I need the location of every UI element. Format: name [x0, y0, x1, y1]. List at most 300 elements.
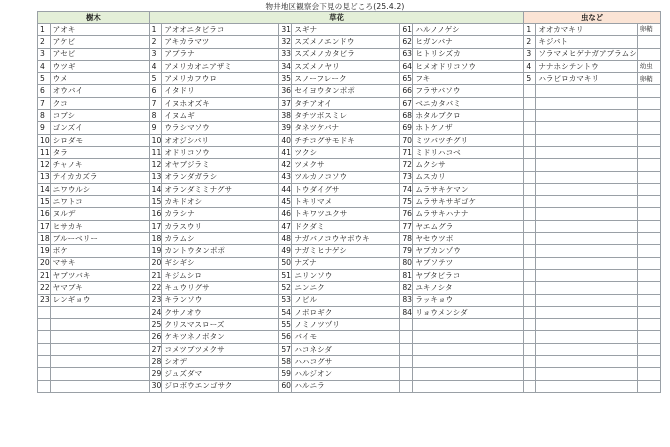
table-row: [38, 146, 661, 158]
table-row: [38, 97, 661, 109]
tree-number: 4: [38, 60, 51, 72]
flower-name: カラスウリ: [162, 220, 279, 232]
insect-number: [524, 356, 536, 368]
flower-name: ムクシサ: [413, 159, 524, 171]
insect-note: 幼虫: [637, 60, 660, 72]
flower-name: キランソウ: [162, 294, 279, 306]
insect-note: [637, 85, 660, 97]
flower-number: 36: [279, 85, 292, 97]
flower-name: [413, 343, 524, 355]
insect-name: [536, 294, 638, 306]
flower-number: [400, 319, 413, 331]
tree-name: [50, 319, 149, 331]
flower-name: オランダミミナグサ: [162, 183, 279, 195]
insect-name: [536, 183, 638, 195]
flower-name: シオデ: [162, 356, 279, 368]
insect-name: [536, 233, 638, 245]
flower-number: 31: [279, 24, 292, 36]
insect-note: [637, 36, 660, 48]
tree-number: [38, 368, 51, 380]
flower-name: スズメノエンドウ: [292, 36, 400, 48]
flower-number: 9: [149, 122, 162, 134]
tree-number: 9: [38, 122, 51, 134]
table-row: [38, 331, 661, 343]
flower-name: ノボロギク: [292, 306, 400, 318]
flower-number: 65: [400, 73, 413, 85]
tree-name: ウメ: [50, 73, 149, 85]
flower-number: 72: [400, 159, 413, 171]
table-row: [38, 233, 661, 245]
insect-name: [536, 380, 638, 392]
flower-number: 13: [149, 171, 162, 183]
insect-name: [536, 208, 638, 220]
flower-number: 2: [149, 36, 162, 48]
flower-number: 57: [279, 343, 292, 355]
tree-name: [50, 356, 149, 368]
flower-name: ギシギシ: [162, 257, 279, 269]
tree-number: 15: [38, 196, 51, 208]
tree-number: 6: [38, 85, 51, 97]
table-row: [38, 122, 661, 134]
insect-number: [524, 368, 536, 380]
flower-name: ムラサキケマン: [413, 183, 524, 195]
table-row: [38, 36, 661, 48]
insect-name: [536, 368, 638, 380]
insect-note: [637, 319, 660, 331]
table-row: [38, 171, 661, 183]
insect-number: 2: [524, 36, 536, 48]
insect-number: 1: [524, 24, 536, 36]
page-title: 物井地区観察会下見の見どころ(25.4.2): [265, 2, 405, 11]
flower-name: ハハコグサ: [292, 356, 400, 368]
insect-name: ハラビロカマキリ: [536, 73, 638, 85]
flower-name: ミツバツチグリ: [413, 134, 524, 146]
flower-number: 5: [149, 73, 162, 85]
flower-name: アキカラマツ: [162, 36, 279, 48]
flower-name: ベニカタバミ: [413, 97, 524, 109]
flower-name: ムラサキハナナ: [413, 208, 524, 220]
tree-name: マサキ: [50, 257, 149, 269]
flower-number: 81: [400, 269, 413, 281]
flower-number: [400, 356, 413, 368]
flower-name: ニンニク: [292, 282, 400, 294]
flower-name: スズメノカタビラ: [292, 48, 400, 60]
flower-name: ニリンソウ: [292, 269, 400, 281]
flower-number: 44: [279, 183, 292, 195]
flower-name: カントウタンポポ: [162, 245, 279, 257]
insect-note: [637, 343, 660, 355]
insect-name: [536, 146, 638, 158]
flower-number: 25: [149, 319, 162, 331]
insect-note: [637, 196, 660, 208]
insects-header: 虫など: [524, 12, 661, 24]
insect-name: [536, 196, 638, 208]
insect-number: [524, 159, 536, 171]
insect-note: [637, 183, 660, 195]
flower-name: アメリカオニアザミ: [162, 60, 279, 72]
flower-name: [413, 319, 524, 331]
insect-note: [637, 294, 660, 306]
insect-name: ナナホシテントウ: [536, 60, 638, 72]
flower-number: 4: [149, 60, 162, 72]
tree-name: コブシ: [50, 110, 149, 122]
tree-name: [50, 306, 149, 318]
flower-name: キジムシロ: [162, 269, 279, 281]
flower-number: 50: [279, 257, 292, 269]
tree-number: 19: [38, 245, 51, 257]
flower-name: リョウメンシダ: [413, 306, 524, 318]
table-row: [38, 73, 661, 85]
flower-name: フラサバソウ: [413, 85, 524, 97]
flower-name: トキリマメ: [292, 196, 400, 208]
flower-number: 70: [400, 134, 413, 146]
insect-number: [524, 146, 536, 158]
flower-name: ナガバノコウヤボウキ: [292, 233, 400, 245]
tree-name: ニワトコ: [50, 196, 149, 208]
observation-table: [37, 11, 661, 393]
flower-number: 73: [400, 171, 413, 183]
flower-name: ヤエムグラ: [413, 220, 524, 232]
tree-number: [38, 380, 51, 392]
flower-number: 20: [149, 257, 162, 269]
flower-number: 40: [279, 134, 292, 146]
flower-name: ジュズダマ: [162, 368, 279, 380]
insect-note: [637, 380, 660, 392]
insect-name: [536, 134, 638, 146]
insect-number: 4: [524, 60, 536, 72]
insect-number: [524, 282, 536, 294]
insect-number: [524, 343, 536, 355]
flower-number: 37: [279, 97, 292, 109]
flower-number: 64: [400, 60, 413, 72]
flower-name: ユキノシタ: [413, 282, 524, 294]
flower-number: 35: [279, 73, 292, 85]
tree-number: 3: [38, 48, 51, 60]
tree-number: [38, 343, 51, 355]
insect-number: [524, 134, 536, 146]
table-row: [38, 183, 661, 195]
flower-name: フキ: [413, 73, 524, 85]
flower-number: 63: [400, 48, 413, 60]
flower-number: 16: [149, 208, 162, 220]
flower-number: 79: [400, 245, 413, 257]
tree-number: [38, 306, 51, 318]
insect-note: [637, 282, 660, 294]
tree-name: オウバイ: [50, 85, 149, 97]
insect-note: [637, 306, 660, 318]
tree-name: ボケ: [50, 245, 149, 257]
tree-name: [50, 331, 149, 343]
tree-number: 13: [38, 171, 51, 183]
tree-number: 16: [38, 208, 51, 220]
header-row: [38, 12, 661, 24]
flower-number: 82: [400, 282, 413, 294]
insect-name: オオカマキリ: [536, 24, 638, 36]
flower-number: 1: [149, 24, 162, 36]
flower-number: 10: [149, 134, 162, 146]
insect-number: [524, 294, 536, 306]
insect-name: [536, 331, 638, 343]
tree-name: チャノキ: [50, 159, 149, 171]
insect-note: [637, 146, 660, 158]
flower-number: 84: [400, 306, 413, 318]
insect-note: [637, 48, 660, 60]
flower-name: コメツブツメクサ: [162, 343, 279, 355]
flower-number: 41: [279, 146, 292, 158]
table-row: [38, 380, 661, 392]
flower-number: 60: [279, 380, 292, 392]
flower-number: 49: [279, 245, 292, 257]
table-row: [38, 294, 661, 306]
insect-note: [637, 233, 660, 245]
flower-number: [400, 343, 413, 355]
flower-number: 46: [279, 208, 292, 220]
flower-number: 7: [149, 97, 162, 109]
flower-name: ツメクサ: [292, 159, 400, 171]
flower-name: ハルジオン: [292, 368, 400, 380]
flower-number: 55: [279, 319, 292, 331]
table-row: [38, 343, 661, 355]
tree-number: [38, 319, 51, 331]
flower-name: カラシナ: [162, 208, 279, 220]
flower-name: ヒガンバナ: [413, 36, 524, 48]
flower-number: 78: [400, 233, 413, 245]
flower-name: ヤブカンゾウ: [413, 245, 524, 257]
flower-name: [413, 331, 524, 343]
flower-name: クリスマスローズ: [162, 319, 279, 331]
table-row: [38, 159, 661, 171]
insect-name: [536, 245, 638, 257]
flower-number: 8: [149, 110, 162, 122]
flower-number: 43: [279, 171, 292, 183]
flower-name: ヤセウツボ: [413, 233, 524, 245]
flower-name: トキワツユクサ: [292, 208, 400, 220]
tree-number: 18: [38, 233, 51, 245]
flower-name: スノーフレーク: [292, 73, 400, 85]
flower-number: 32: [279, 36, 292, 48]
tree-number: 7: [38, 97, 51, 109]
table-row: [38, 282, 661, 294]
flower-name: イヌホオズキ: [162, 97, 279, 109]
tree-name: [50, 343, 149, 355]
flower-number: 62: [400, 36, 413, 48]
insect-number: [524, 183, 536, 195]
insect-number: [524, 257, 536, 269]
flower-name: ナガミヒナゲシ: [292, 245, 400, 257]
insect-note: [637, 220, 660, 232]
flower-name: イヌムギ: [162, 110, 279, 122]
flower-name: スズメノヤリ: [292, 60, 400, 72]
tree-number: [38, 331, 51, 343]
insect-note: [637, 122, 660, 134]
flower-name: [413, 356, 524, 368]
insect-note: [637, 331, 660, 343]
flower-number: 76: [400, 208, 413, 220]
insect-number: [524, 85, 536, 97]
flower-name: クサノオウ: [162, 306, 279, 318]
table-row: [38, 356, 661, 368]
insect-number: [524, 122, 536, 134]
insect-name: [536, 159, 638, 171]
insect-name: [536, 85, 638, 97]
flower-name: タネツケバナ: [292, 122, 400, 134]
tree-name: シロダモ: [50, 134, 149, 146]
table-row: [38, 48, 661, 60]
insect-number: [524, 245, 536, 257]
flower-number: 77: [400, 220, 413, 232]
flower-number: 33: [279, 48, 292, 60]
flower-number: 38: [279, 110, 292, 122]
insect-note: [637, 159, 660, 171]
flower-number: 34: [279, 60, 292, 72]
table-row: [38, 110, 661, 122]
insect-name: [536, 97, 638, 109]
tree-number: 23: [38, 294, 51, 306]
flower-name: オオジシバリ: [162, 134, 279, 146]
table-row: [38, 368, 661, 380]
flower-number: 18: [149, 233, 162, 245]
insect-note: 卵鞘: [637, 73, 660, 85]
flower-name: ツクシ: [292, 146, 400, 158]
flower-number: 67: [400, 97, 413, 109]
flower-name: ノミノツヅリ: [292, 319, 400, 331]
insect-name: [536, 356, 638, 368]
insect-note: [637, 110, 660, 122]
flower-number: 74: [400, 183, 413, 195]
insect-number: [524, 319, 536, 331]
flower-number: 66: [400, 85, 413, 97]
flower-number: 29: [149, 368, 162, 380]
insect-note: [637, 208, 660, 220]
flower-number: 17: [149, 220, 162, 232]
flower-name: スギナ: [292, 24, 400, 36]
tree-name: アセビ: [50, 48, 149, 60]
insect-number: [524, 196, 536, 208]
table-row: [38, 257, 661, 269]
flower-number: 52: [279, 282, 292, 294]
flower-name: ミドリハコベ: [413, 146, 524, 158]
flower-number: 3: [149, 48, 162, 60]
tree-name: レンギョウ: [50, 294, 149, 306]
flower-name: トウダイグサ: [292, 183, 400, 195]
tree-name: ブルーベリー: [50, 233, 149, 245]
insect-number: [524, 269, 536, 281]
tree-name: アオキ: [50, 24, 149, 36]
flower-number: 22: [149, 282, 162, 294]
flower-number: 69: [400, 122, 413, 134]
tree-number: 1: [38, 24, 51, 36]
flower-number: 21: [149, 269, 162, 281]
flower-number: 39: [279, 122, 292, 134]
tree-name: タラ: [50, 146, 149, 158]
flower-number: [400, 331, 413, 343]
flower-name: ホトケノザ: [413, 122, 524, 134]
flower-name: ヒトリシズカ: [413, 48, 524, 60]
flower-name: ツルカノコソウ: [292, 171, 400, 183]
insect-number: [524, 97, 536, 109]
tree-number: 21: [38, 269, 51, 281]
flower-name: キュウリグサ: [162, 282, 279, 294]
tree-name: クコ: [50, 97, 149, 109]
flower-number: 58: [279, 356, 292, 368]
flower-number: [400, 368, 413, 380]
flower-number: [400, 380, 413, 392]
tree-name: ニワウルシ: [50, 183, 149, 195]
flower-name: ナズナ: [292, 257, 400, 269]
tree-name: [50, 368, 149, 380]
tree-number: 10: [38, 134, 51, 146]
flower-name: バイモ: [292, 331, 400, 343]
flower-number: 59: [279, 368, 292, 380]
flower-name: ホタルブクロ: [413, 110, 524, 122]
flower-name: ヒメオドリコソウ: [413, 60, 524, 72]
table-row: [38, 269, 661, 281]
tree-name: テイカカズラ: [50, 171, 149, 183]
insect-name: [536, 269, 638, 281]
insect-name: [536, 257, 638, 269]
table-row: [38, 245, 661, 257]
flower-name: セイヨウタンポポ: [292, 85, 400, 97]
flower-name: カキドオシ: [162, 196, 279, 208]
insect-note: [637, 97, 660, 109]
flower-name: カラムシ: [162, 233, 279, 245]
table-row: [38, 220, 661, 232]
flower-number: 83: [400, 294, 413, 306]
flower-number: 27: [149, 343, 162, 355]
flower-number: 68: [400, 110, 413, 122]
flower-number: 42: [279, 159, 292, 171]
flower-number: 26: [149, 331, 162, 343]
tree-number: 5: [38, 73, 51, 85]
flower-name: ハコネシダ: [292, 343, 400, 355]
table-row: [38, 85, 661, 97]
insect-note: [637, 368, 660, 380]
tree-number: 22: [38, 282, 51, 294]
insect-number: [524, 233, 536, 245]
flower-number: 56: [279, 331, 292, 343]
tree-number: 11: [38, 146, 51, 158]
flower-name: ノビル: [292, 294, 400, 306]
table-row: [38, 196, 661, 208]
insect-note: 卵鞘: [637, 24, 660, 36]
flower-name: アオオニタビラコ: [162, 24, 279, 36]
insect-number: [524, 171, 536, 183]
insect-name: [536, 343, 638, 355]
flower-name: ケキツネノボタン: [162, 331, 279, 343]
flower-name: ヤブタビラコ: [413, 269, 524, 281]
flower-name: ハルニラ: [292, 380, 400, 392]
flower-name: ラッキョウ: [413, 294, 524, 306]
table-row: [38, 60, 661, 72]
flower-number: 54: [279, 306, 292, 318]
flower-name: ムスカリ: [413, 171, 524, 183]
tree-name: [50, 380, 149, 392]
insect-name: ソラマメヒゲナガアブラムシ: [536, 48, 638, 60]
flower-number: 28: [149, 356, 162, 368]
insect-number: [524, 331, 536, 343]
flower-number: 61: [400, 24, 413, 36]
flower-number: 45: [279, 196, 292, 208]
flower-name: イタドリ: [162, 85, 279, 97]
trees-header: 樹木: [38, 12, 150, 24]
flower-number: 11: [149, 146, 162, 158]
table-row: [38, 134, 661, 146]
flower-number: 75: [400, 196, 413, 208]
tree-number: 12: [38, 159, 51, 171]
tree-name: ヤブツバキ: [50, 269, 149, 281]
flower-number: 51: [279, 269, 292, 281]
flower-name: ヤブソテツ: [413, 257, 524, 269]
